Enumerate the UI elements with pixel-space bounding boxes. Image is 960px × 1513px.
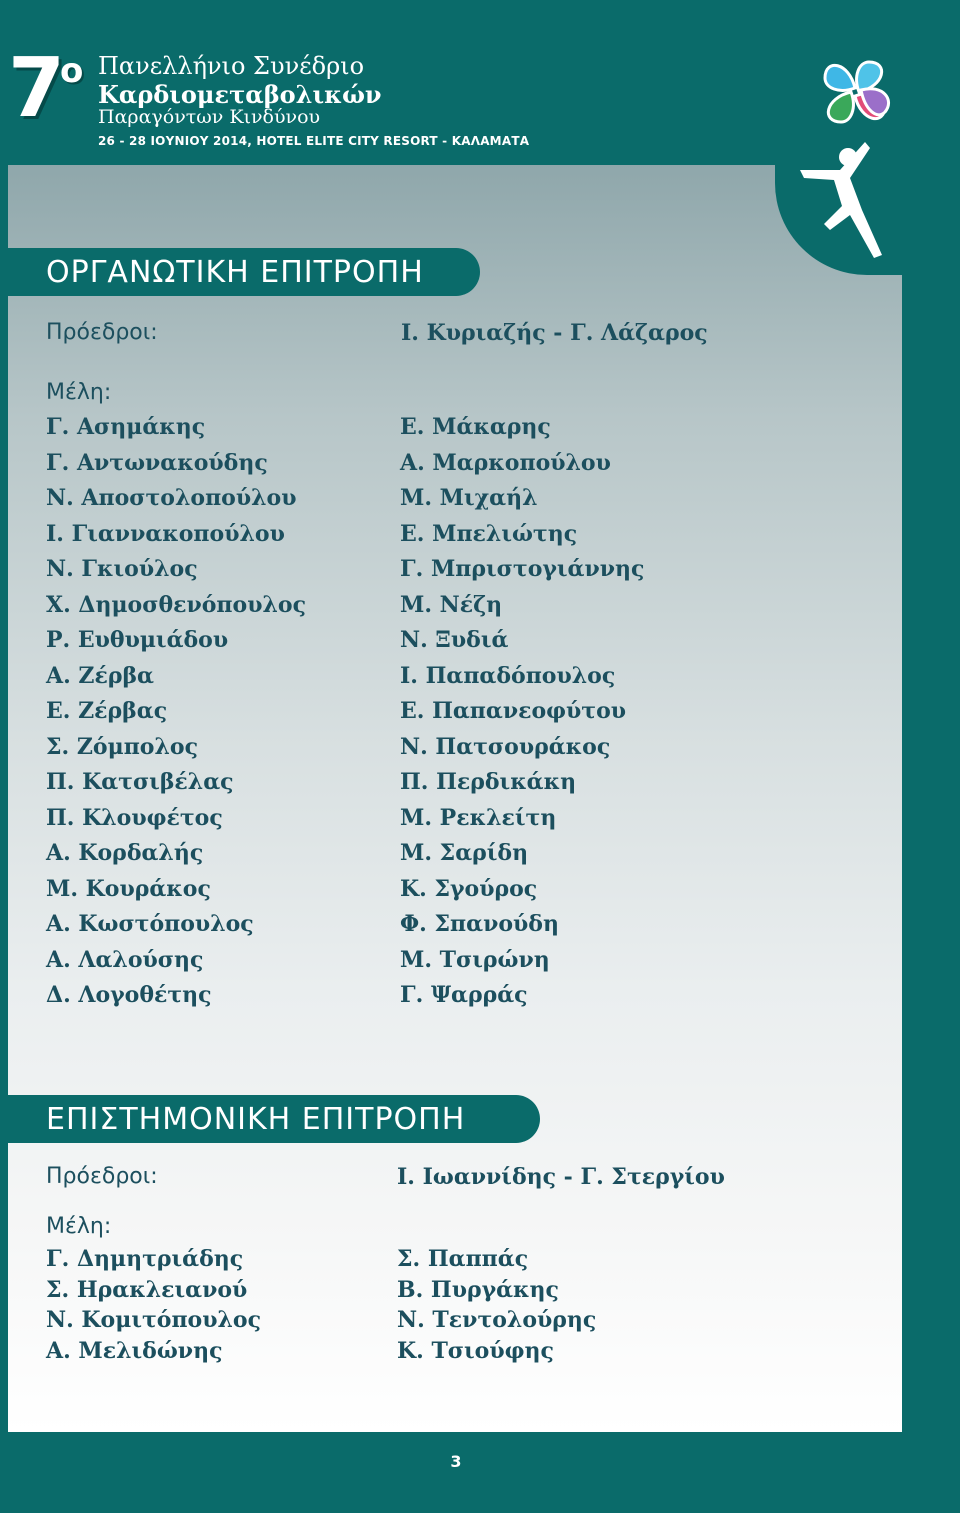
page-number: 3 xyxy=(450,1452,462,1471)
list-item: Γ. Ασημάκης xyxy=(46,414,206,440)
list-item: Κ. Τσιούφης xyxy=(397,1337,554,1364)
list-item: Π. Κλουφέτος xyxy=(46,804,223,831)
list-item: Ε. Μπελιώτης xyxy=(400,520,578,547)
conference-title-line3: Παραγόντων Κινδύνου xyxy=(98,106,321,128)
list-item: Ν. Κομιτόπουλος xyxy=(46,1307,261,1333)
organizing-committee-title: ΟΡΓΑΝΩΤΙΚΗ ΕΠΙΤΡΟΠΗ xyxy=(46,255,424,290)
list-item: Γ. Ψαρράς xyxy=(400,982,528,1008)
conference-title-line2: Καρδιομεταβολικών xyxy=(98,80,382,109)
scientific-committee-bar xyxy=(8,1095,540,1143)
organizing-members-right xyxy=(400,410,644,1014)
list-item: Ν. Γκιούλος xyxy=(46,556,198,582)
list-item: Α. Κορδαλής xyxy=(46,840,204,866)
organizing-chairs-label: Πρόεδροι: xyxy=(46,320,158,345)
list-item: Ι. Γιαννακοπούλου xyxy=(46,520,285,547)
list-item: Μ. Μιχαήλ xyxy=(400,485,538,511)
list-item: Ι. Παπαδόπουλος xyxy=(400,662,616,689)
list-item: Μ. Νέζη xyxy=(400,591,503,618)
list-item: Μ. Τσιρώνη xyxy=(400,946,550,973)
list-item: Γ. Δημητριάδης xyxy=(46,1246,244,1272)
conference-title-line1: Πανελλήνιο Συνέδριο xyxy=(98,52,365,80)
list-item: Σ. Παππάς xyxy=(397,1246,529,1272)
scientific-chairs: Ι. Ιωαννίδης - Γ. Στεργίου xyxy=(397,1164,725,1190)
list-item: Μ. Ρεκλείτη xyxy=(400,804,557,831)
scientific-members-left xyxy=(46,1244,261,1366)
list-item: Ρ. Ευθυμιάδου xyxy=(46,627,229,653)
scientific-members-right xyxy=(397,1244,596,1366)
list-item: Ν. Αποστολοπούλου xyxy=(46,485,297,511)
list-item: Γ. Μπριστογιάννης xyxy=(400,556,645,582)
scientific-committee-title: ΕΠΙΣΤΗΜΟΝΙΚΗ ΕΠΙΤΡΟΠΗ xyxy=(46,1102,466,1137)
list-item: Ν. Τεντολούρης xyxy=(397,1307,597,1333)
list-item: Ν. Πατσουράκος xyxy=(400,733,611,760)
scientific-members-label: Μέλη: xyxy=(46,1214,112,1239)
list-item: Ν. Ξυδιά xyxy=(400,627,509,653)
conference-date-venue: 26 - 28 ΙΟΥΝΙΟΥ 2014, HOTEL ELITE CITY RESORT - ΚΑΛΑΜΑΤΑ xyxy=(98,134,530,148)
list-item: Α. Μελιδώνης xyxy=(46,1337,223,1364)
organizing-members-left xyxy=(46,410,306,1014)
organizing-members-label: Μέλη: xyxy=(46,380,112,405)
list-item: Π. Περδικάκη xyxy=(400,769,577,795)
list-item: Σ. Ηρακλειανού xyxy=(46,1276,248,1303)
list-item: Α. Κωστόπουλος xyxy=(46,911,254,937)
list-item: Ε. Ζέρβας xyxy=(46,698,168,724)
list-item: Δ. Λογοθέτης xyxy=(46,982,212,1008)
list-item: Β. Πυργάκης xyxy=(397,1276,559,1303)
list-item: Γ. Αντωνακούδης xyxy=(46,449,268,476)
list-item: Ε. Παπανεοφύτου xyxy=(400,698,627,724)
list-item: Μ. Σαρίδη xyxy=(400,840,529,866)
list-item: Μ. Κουράκος xyxy=(46,875,211,902)
edition-superscript: ο xyxy=(60,51,84,91)
organizing-committee-bar xyxy=(8,248,480,296)
organizing-chairs: Ι. Κυριαζής - Γ. Λάζαρος xyxy=(401,320,708,346)
list-item: Α. Μαρκοπούλου xyxy=(400,449,611,476)
scientific-chairs-label: Πρόεδροι: xyxy=(46,1164,158,1189)
list-item: Φ. Σπανούδη xyxy=(400,911,559,937)
list-item: Χ. Δημοσθενόπουλος xyxy=(46,591,306,618)
list-item: Π. Κατσιβέλας xyxy=(46,769,234,795)
list-item: Α. Ζέρβα xyxy=(46,662,154,689)
list-item: Κ. Σγούρος xyxy=(400,875,538,902)
list-item: Α. Λαλούσης xyxy=(46,946,204,973)
list-item: Ε. Μάκαρης xyxy=(400,414,551,440)
edition-number: 7 xyxy=(8,41,64,136)
list-item: Σ. Ζόμπολος xyxy=(46,733,198,760)
clover-figure-logo-icon xyxy=(790,30,940,270)
